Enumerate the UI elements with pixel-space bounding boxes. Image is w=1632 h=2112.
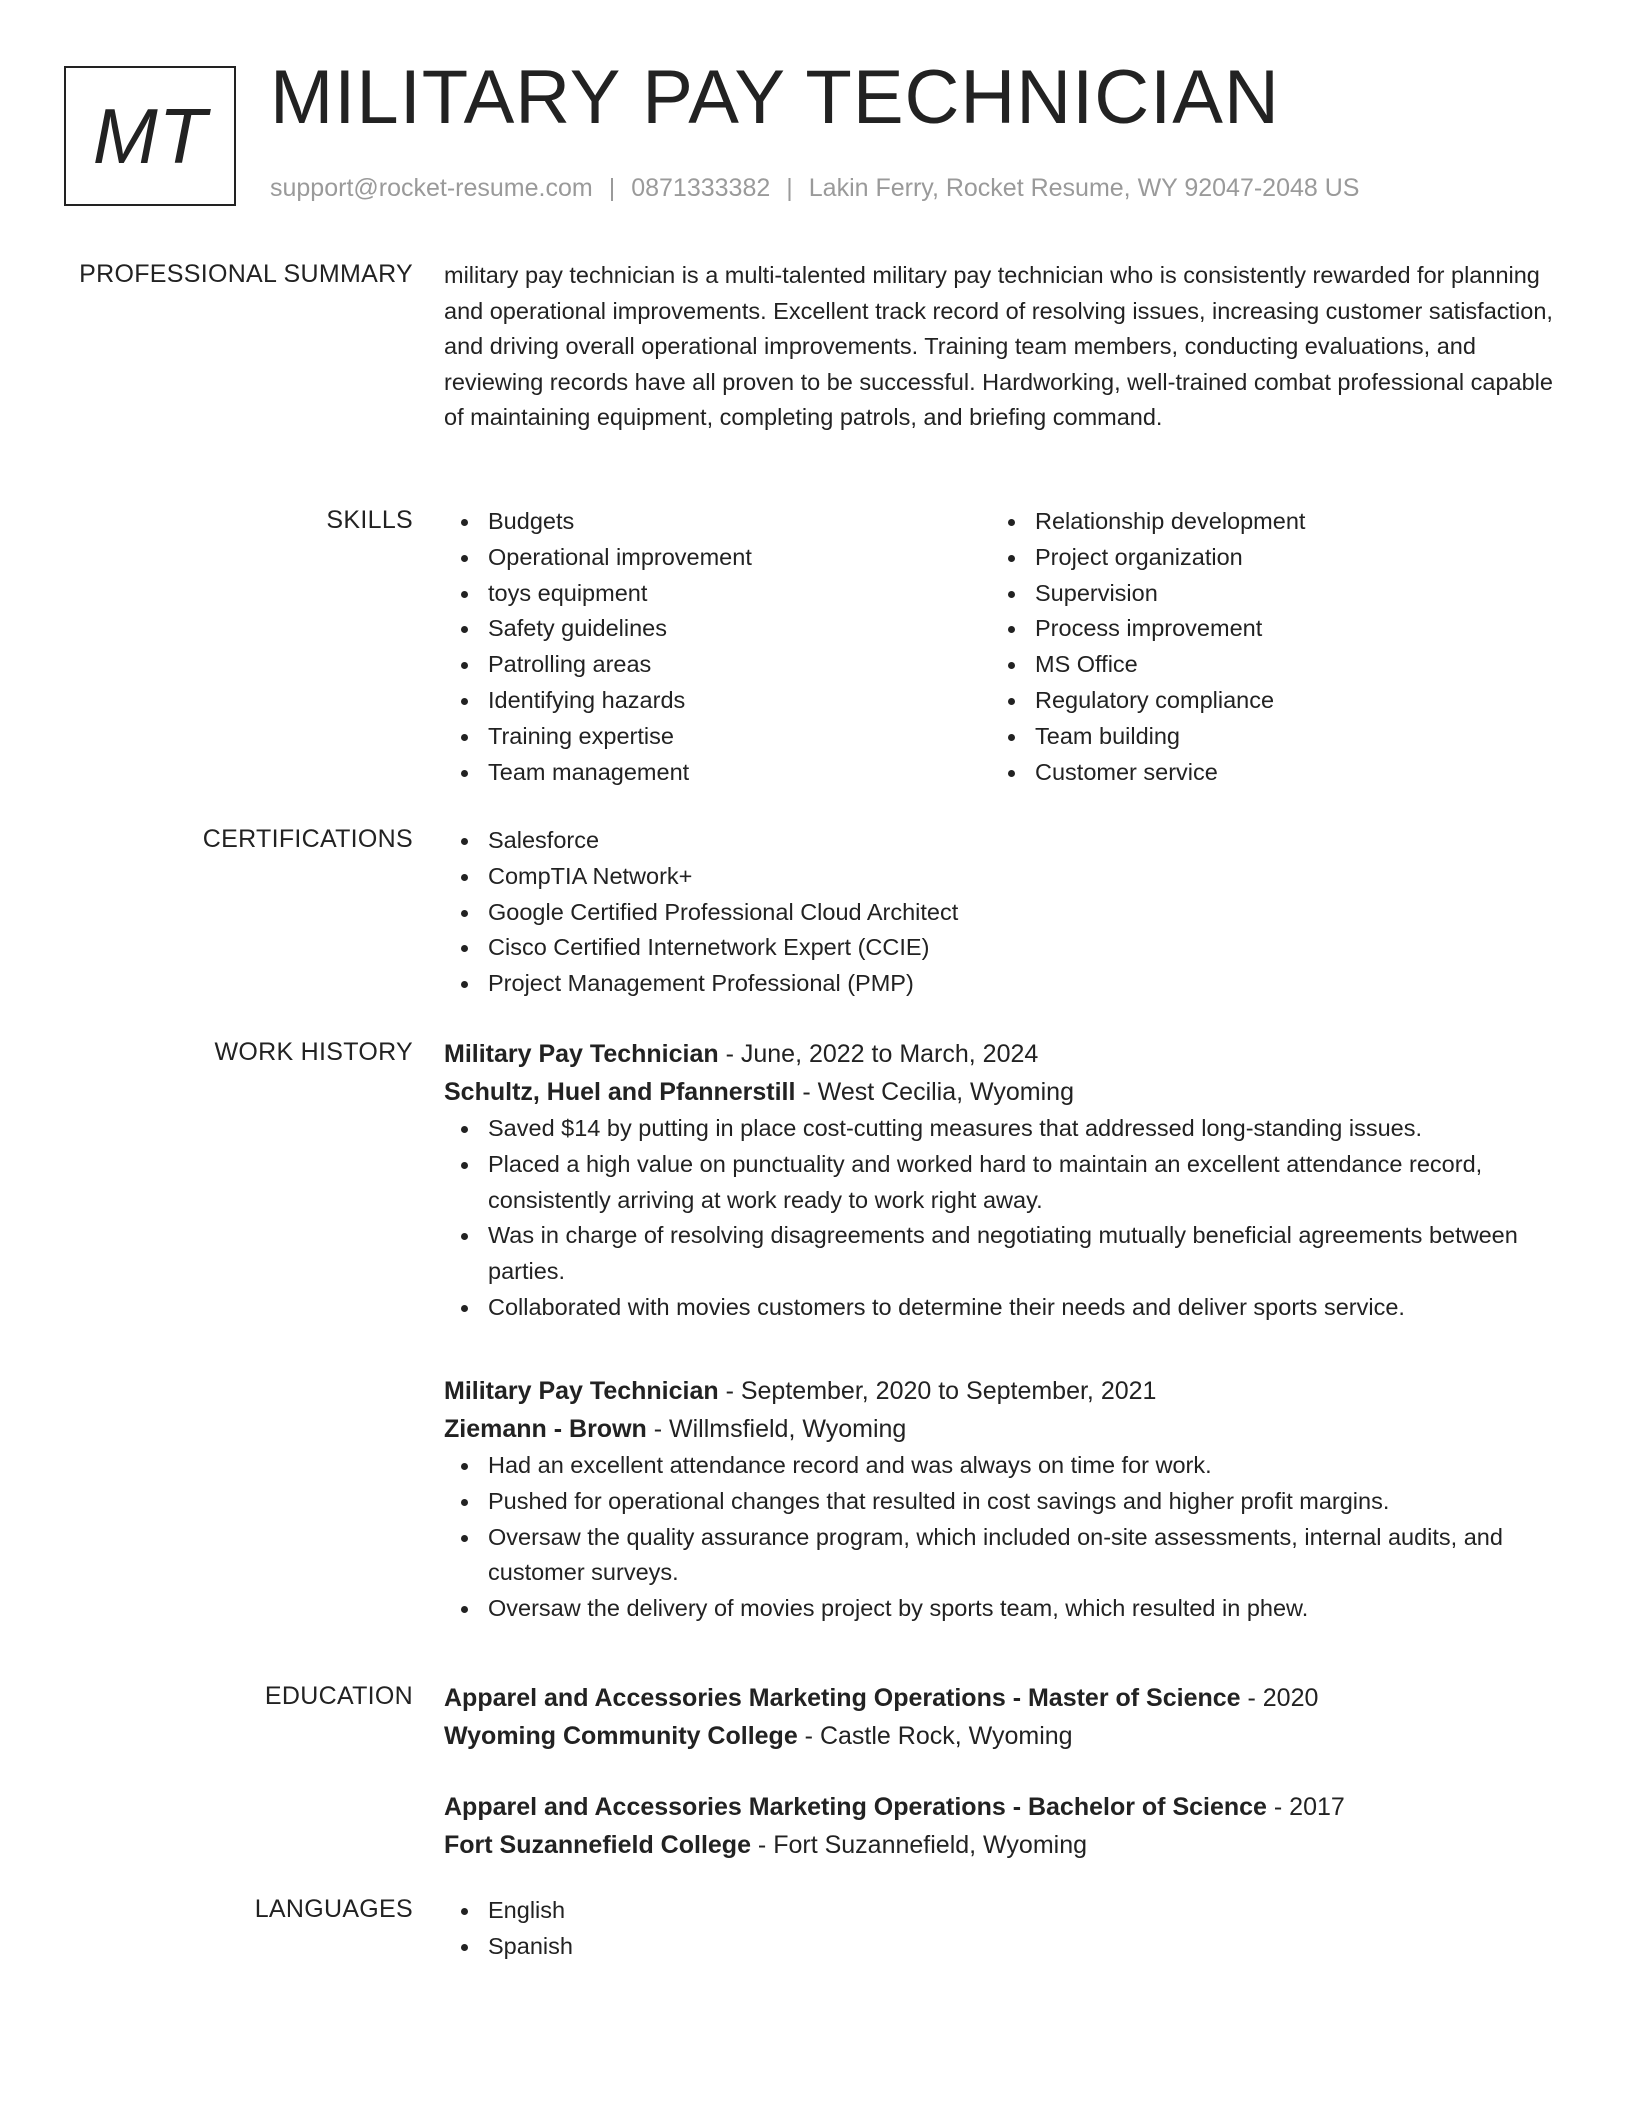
job-entry <box>444 1035 1566 1326</box>
education-school: Wyoming Community College <box>444 1722 798 1750</box>
skill-item: Identifying hazards <box>488 683 991 719</box>
contact-separator: | <box>786 174 793 202</box>
education-entry <box>444 1788 1566 1864</box>
skill-item: Training expertise <box>488 719 991 755</box>
education-location: - Fort Suzannefield, Wyoming <box>750 1831 1088 1859</box>
education-entry <box>444 1679 1566 1755</box>
job-duty-item: Had an excellent attendance record and was always on time for work. <box>488 1448 1566 1484</box>
job-dates: - June, 2022 to March, 2024 <box>718 1040 1039 1068</box>
contact-line <box>270 174 1359 203</box>
education-degree-line <box>444 1679 1566 1717</box>
certifications-body <box>444 823 1566 1002</box>
skill-item: Budgets <box>488 504 991 540</box>
skill-item: Relationship development <box>1035 504 1538 540</box>
skills-body <box>444 504 1566 790</box>
skill-item: Operational improvement <box>488 540 991 576</box>
contact-phone[interactable]: 0871333382 <box>631 174 771 202</box>
education-year: - 2017 <box>1266 1793 1345 1821</box>
education-location: - Castle Rock, Wyoming <box>797 1722 1073 1750</box>
candidate-name: MILITARY PAY TECHNICIAN <box>270 55 1280 140</box>
skill-item: Safety guidelines <box>488 611 991 647</box>
certification-item: Project Management Professional (PMP) <box>488 966 1566 1002</box>
job-duty-item: Pushed for operational changes that resulted in cost savings and higher profit margins. <box>488 1484 1566 1520</box>
monogram-badge: MT <box>64 66 236 206</box>
section-label-work-history: WORK HISTORY <box>214 1038 413 1066</box>
education-school: Fort Suzannefield College <box>444 1831 751 1859</box>
skill-item: Project organization <box>1035 540 1538 576</box>
education-degree: Apparel and Accessories Marketing Operations - Bachelor of Science <box>444 1793 1267 1821</box>
skill-item: MS Office <box>1035 647 1538 683</box>
job-company: Schultz, Huel and Pfannerstill <box>444 1078 796 1106</box>
skill-item: Customer service <box>1035 755 1538 791</box>
job-company: Ziemann - Brown <box>444 1415 647 1443</box>
skills-column-1 <box>444 504 991 790</box>
skill-item: toys equipment <box>488 576 991 612</box>
summary-text: military pay technician is a multi-talented military pay technician who is consistently rewarded for planning and operational improvements. Excellent track record of resolving issues, increasing customer satisfaction, and driving overall operational improvements. Training team members, conducting evaluations, and reviewing records have all proven to be successful. Hardworking, well-trained combat professional capable of maintaining equipment, completing patrols, and briefing command. <box>444 262 1553 430</box>
summary-body <box>444 258 1566 436</box>
certification-item: Cisco Certified Internetwork Expert (CCIE) <box>488 930 1566 966</box>
language-item: Spanish <box>488 1929 1566 1965</box>
job-entry <box>444 1372 1566 1627</box>
skill-item: Team management <box>488 755 991 791</box>
job-title: Military Pay Technician <box>444 1040 719 1068</box>
contact-email[interactable]: support@rocket-resume.com <box>270 174 593 202</box>
job-title: Military Pay Technician <box>444 1377 719 1405</box>
skills-column-2 <box>991 504 1538 790</box>
skill-item: Process improvement <box>1035 611 1538 647</box>
education-year: - 2020 <box>1240 1684 1319 1712</box>
certification-item: Google Certified Professional Cloud Architect <box>488 895 1566 931</box>
section-label-skills: SKILLS <box>326 506 413 534</box>
job-duties <box>444 1111 1566 1326</box>
job-company-line <box>444 1410 1566 1448</box>
skill-item: Patrolling areas <box>488 647 991 683</box>
section-label-certifications: CERTIFICATIONS <box>202 825 413 853</box>
job-company-line <box>444 1073 1566 1111</box>
job-duty-item: Oversaw the delivery of movies project by sports team, which resulted in phew. <box>488 1591 1566 1627</box>
certification-item: Salesforce <box>488 823 1566 859</box>
job-duty-item: Collaborated with movies customers to determine their needs and deliver sports service. <box>488 1290 1566 1326</box>
skill-item: Regulatory compliance <box>1035 683 1538 719</box>
section-label-summary: PROFESSIONAL SUMMARY <box>79 260 413 288</box>
education-school-line <box>444 1717 1566 1755</box>
languages-body <box>444 1893 1566 1965</box>
job-duty-item: Placed a high value on punctuality and worked hard to maintain an excellent attendance record, consistently arriving at work ready to work right away. <box>488 1147 1566 1219</box>
language-item: English <box>488 1893 1566 1929</box>
education-school-line <box>444 1826 1566 1864</box>
skill-item: Supervision <box>1035 576 1538 612</box>
job-duties <box>444 1448 1566 1627</box>
job-title-line <box>444 1372 1566 1410</box>
job-dates: - September, 2020 to September, 2021 <box>718 1377 1157 1405</box>
section-label-languages: LANGUAGES <box>254 1895 413 1923</box>
certification-item: CompTIA Network+ <box>488 859 1566 895</box>
section-label-education: EDUCATION <box>264 1682 413 1710</box>
skill-item: Team building <box>1035 719 1538 755</box>
skills-grid <box>444 504 1566 790</box>
job-location: - West Cecilia, Wyoming <box>795 1078 1074 1106</box>
job-location: - Willmsfield, Wyoming <box>646 1415 907 1443</box>
contact-address: Lakin Ferry, Rocket Resume, WY 92047-2048 US <box>808 174 1360 202</box>
job-title-line <box>444 1035 1566 1073</box>
job-duty-item: Oversaw the quality assurance program, which included on-site assessments, internal audits, and customer surveys. <box>488 1520 1566 1592</box>
contact-separator: | <box>608 174 616 202</box>
education-degree-line <box>444 1788 1566 1826</box>
education-degree: Apparel and Accessories Marketing Operations - Master of Science <box>444 1684 1241 1712</box>
job-duty-item: Was in charge of resolving disagreements and negotiating mutually beneficial agreements between parties. <box>488 1218 1566 1290</box>
job-duty-item: Saved $14 by putting in place cost-cutting measures that addressed long-standing issues. <box>488 1111 1566 1147</box>
